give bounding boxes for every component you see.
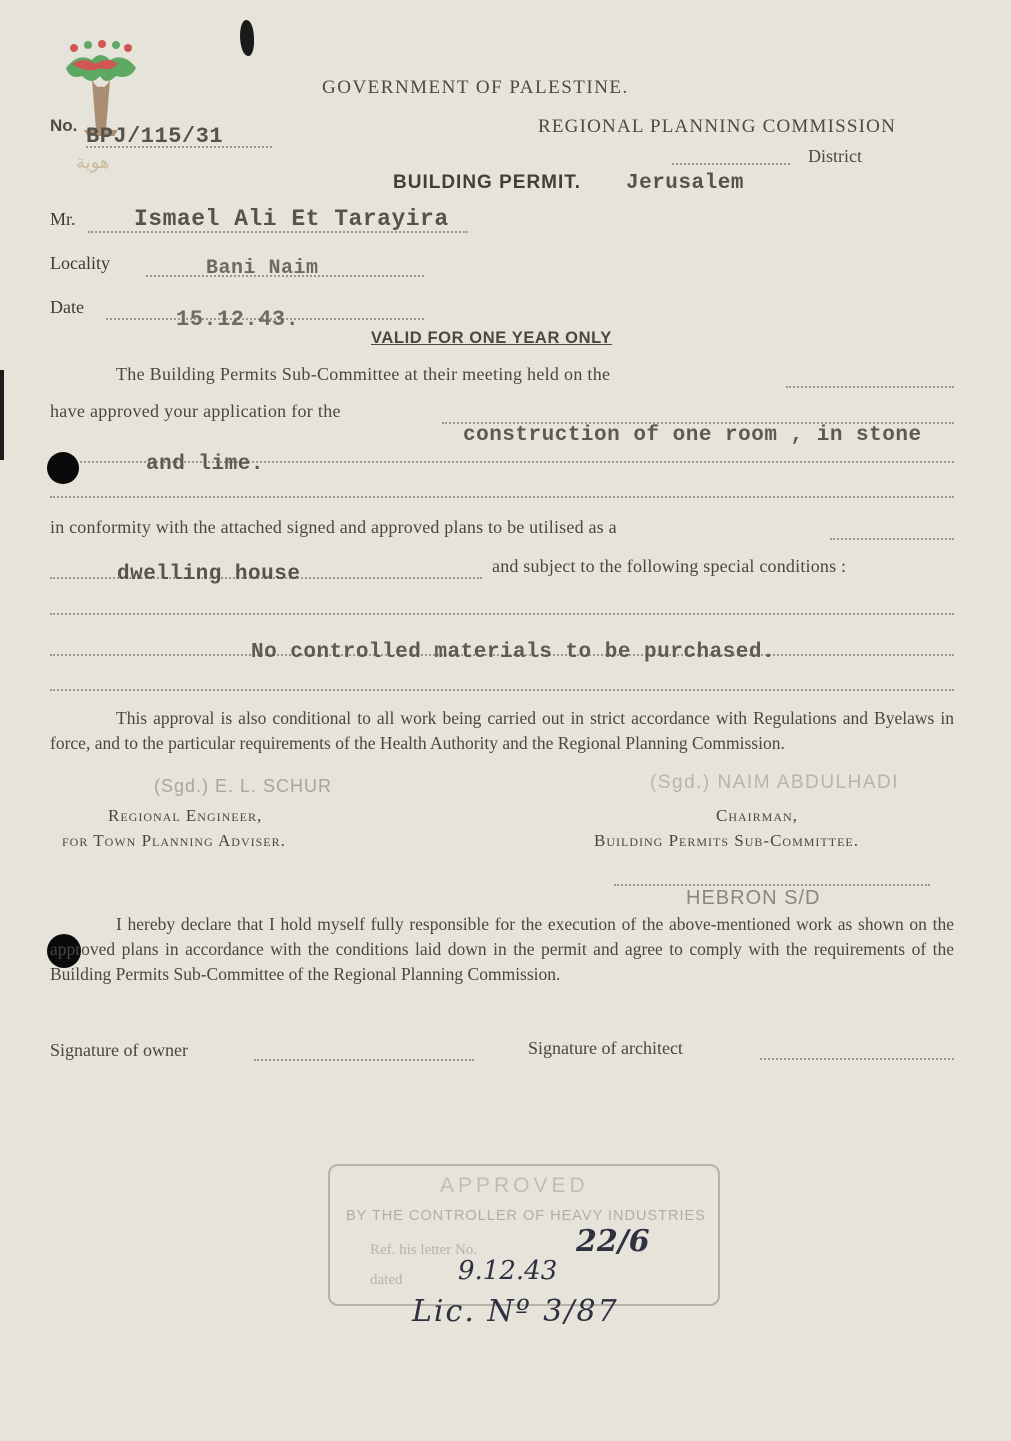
engineer-subtitle: for Town Planning Adviser. bbox=[62, 831, 286, 850]
approval-paragraph: This approval is also conditional to all work being carried out in strict accordance with Regulations and Byelaws in force, and to the particular requirements of the Health Authority and the Regional Planning Commission. bbox=[50, 708, 954, 753]
locality-value: Bani Naim bbox=[206, 257, 319, 280]
condition-dotline-3 bbox=[50, 689, 954, 691]
meeting-date-dotline bbox=[786, 386, 954, 388]
owner-signature-label: Signature of owner bbox=[50, 1040, 188, 1060]
district-name: Jerusalem bbox=[626, 172, 744, 195]
stamp-ref-number: 22/6 bbox=[576, 1224, 650, 1259]
locality-label: Locality bbox=[50, 253, 110, 273]
body-line-2: have approved your application for the bbox=[50, 401, 341, 421]
stamp-ref-label: Ref. his letter No. bbox=[370, 1242, 478, 1258]
left-edge-mark bbox=[0, 370, 4, 460]
ink-mark-top bbox=[240, 20, 254, 56]
architect-signature-field[interactable] bbox=[760, 1058, 954, 1060]
body-line-3: in conformity with the attached signed and approved plans to be utilised as a bbox=[50, 517, 617, 537]
permit-number: BPJ/115/31 bbox=[86, 124, 224, 149]
condition-dotline-1 bbox=[50, 613, 954, 615]
archive-logo bbox=[58, 40, 142, 190]
engineer-title: Regional Engineer, bbox=[108, 806, 263, 825]
chairman-signature: (Sgd.) NAIM ABDULHADI bbox=[650, 772, 899, 793]
stamp-authority: BY THE CONTROLLER OF HEAVY INDUSTRIES bbox=[346, 1208, 706, 1224]
applicant-name: Ismael Ali Et Tarayira bbox=[134, 206, 449, 232]
district-label: District bbox=[808, 146, 862, 166]
binder-hole-top bbox=[47, 452, 79, 484]
validity-notice: VALID FOR ONE YEAR ONLY bbox=[371, 329, 612, 347]
work-description-1: construction of one room , in stone bbox=[463, 424, 922, 447]
declaration-paragraph: I hereby declare that I hold myself fully responsible for the execution of the above-mentioned work as shown on the approved plans in accordance with the conditions laid down in the permit and agree to comply with the requirements of the Building Permits Sub-Committee of the Regional Planning Commission. bbox=[50, 914, 954, 984]
chairman-title: Chairman, bbox=[716, 806, 798, 825]
date-label: Date bbox=[50, 297, 84, 317]
stamp-title: APPROVED bbox=[440, 1174, 589, 1197]
watermark-text: هوية bbox=[76, 152, 110, 173]
special-condition: No controlled materials to be purchased. bbox=[251, 641, 776, 664]
building-use: dwelling house bbox=[117, 563, 301, 586]
mr-label: Mr. bbox=[50, 209, 76, 229]
owner-signature-field[interactable] bbox=[254, 1059, 474, 1061]
permit-number-label: No. bbox=[50, 116, 78, 135]
work-description-2: and lime. bbox=[146, 453, 264, 476]
commission-heading: REGIONAL PLANNING COMMISSION bbox=[538, 116, 897, 137]
permit-number-dotline bbox=[86, 146, 272, 148]
district-dotline bbox=[672, 163, 790, 165]
chairman-subtitle: Building Permits Sub-Committee. bbox=[594, 831, 859, 850]
work-dotline-3 bbox=[50, 496, 954, 498]
permit-title: BUILDING PERMIT. bbox=[393, 172, 582, 193]
subdistrict-stamp: HEBRON S/D bbox=[686, 887, 821, 909]
stamp-dated-value: 9.12.43 bbox=[458, 1256, 558, 1286]
engineer-signature: (Sgd.) E. L. SCHUR bbox=[154, 776, 333, 796]
stamp-dated-label: dated bbox=[370, 1272, 403, 1288]
architect-signature-label: Signature of architect bbox=[528, 1038, 683, 1058]
use-dotline-end bbox=[830, 538, 954, 540]
government-heading: GOVERNMENT OF PALESTINE. bbox=[322, 77, 629, 98]
date-value: 15.12.43. bbox=[176, 307, 300, 332]
subdistrict-dotline bbox=[614, 884, 930, 886]
body-line-4: and subject to the following special conditions : bbox=[492, 556, 847, 576]
licence-number: Lic. Nº 3/87 bbox=[412, 1294, 619, 1329]
body-line-1: The Building Permits Sub-Committee at their meeting held on the bbox=[116, 364, 611, 384]
